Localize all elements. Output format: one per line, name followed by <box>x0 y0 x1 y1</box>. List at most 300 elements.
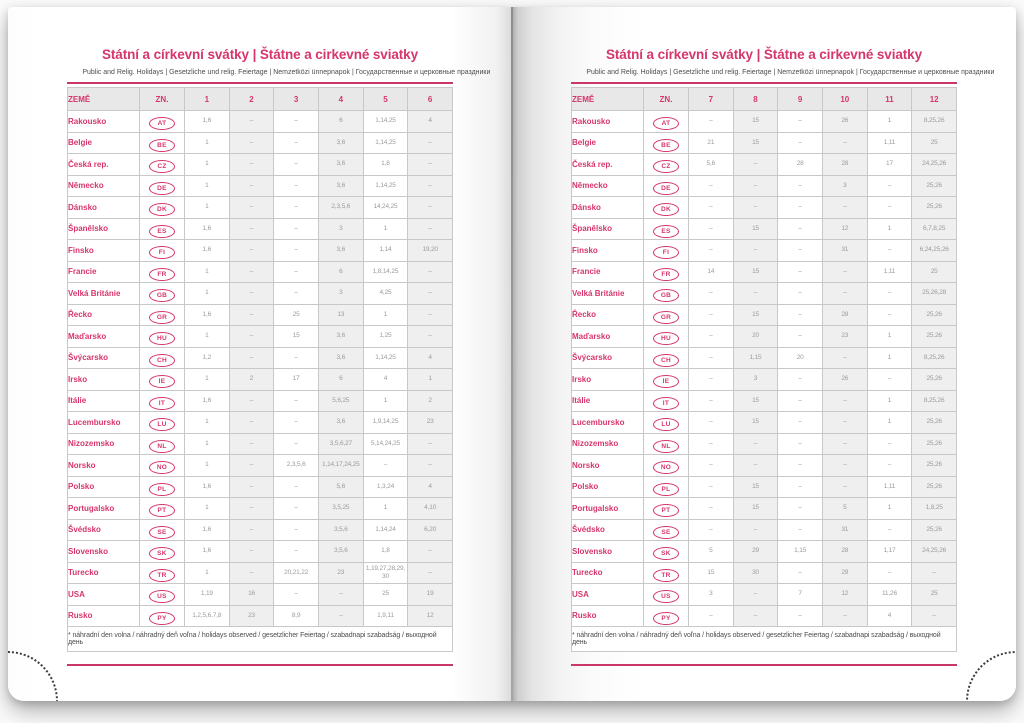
holiday-cell: 3, 6 <box>318 326 363 348</box>
holiday-cell: – <box>274 347 319 369</box>
holiday-cell: 14 <box>689 261 734 283</box>
table-row <box>68 175 453 197</box>
holiday-cell: – <box>778 111 823 133</box>
table-row <box>572 197 957 219</box>
holiday-cell: – <box>689 605 734 627</box>
country-code-badge: GB <box>149 289 175 302</box>
holiday-cell: 11, 26 <box>867 584 912 606</box>
holiday-cell: – <box>733 283 778 305</box>
holiday-cell: – <box>778 218 823 240</box>
table-row <box>572 154 957 176</box>
holiday-cell: 30 <box>733 562 778 584</box>
holiday-cell: 6 <box>318 369 363 391</box>
holiday-cell: 1, 19 <box>185 584 230 606</box>
country-code-badge: NL <box>149 440 175 453</box>
holiday-cell: 5, 14, 24, 25 <box>363 433 408 455</box>
holidays-table-months-7-12 <box>571 87 957 652</box>
header-code: ZN. <box>140 88 185 111</box>
country-code-badge: FI <box>653 246 679 259</box>
holiday-cell: 1 <box>867 498 912 520</box>
country-code-badge: LU <box>149 418 175 431</box>
holiday-cell: 8, 25, 26 <box>912 347 957 369</box>
holiday-cell: – <box>408 562 453 584</box>
holiday-cell: – <box>778 369 823 391</box>
country-code-cell <box>140 562 185 584</box>
holiday-cell: 3, 5, 6 <box>318 519 363 541</box>
country-name: Norsko <box>68 455 140 477</box>
table-row <box>68 132 453 154</box>
country-code-badge: BE <box>653 139 679 152</box>
country-code-cell <box>140 605 185 627</box>
holiday-cell: – <box>229 498 274 520</box>
holiday-cell: 4 <box>408 111 453 133</box>
holiday-cell: – <box>229 433 274 455</box>
table-row <box>68 218 453 240</box>
holiday-cell: 6, 24, 25, 26 <box>912 240 957 262</box>
book-spine <box>511 7 513 701</box>
table-row <box>572 175 957 197</box>
holiday-cell: 15 <box>733 304 778 326</box>
country-name: Rusko <box>68 605 140 627</box>
page-title: Státní a církevní svátky | Štátne a cirkevné sviatky <box>605 47 922 62</box>
holiday-cell: – <box>867 455 912 477</box>
holiday-cell: 1 <box>185 132 230 154</box>
holiday-cell: 25, 26 <box>912 476 957 498</box>
holiday-cell: 20 <box>733 326 778 348</box>
country-code-badge: GR <box>653 311 679 324</box>
holiday-cell: 23 <box>318 562 363 584</box>
country-code-cell <box>644 261 689 283</box>
country-code-badge: FR <box>653 268 679 281</box>
table-row <box>68 197 453 219</box>
corner-perforation-right <box>966 651 1016 701</box>
holiday-cell: – <box>778 132 823 154</box>
footnote-row <box>68 627 453 652</box>
holiday-cell: 25, 26 <box>912 412 957 434</box>
country-code-cell <box>140 412 185 434</box>
holiday-cell: 2, 3, 5, 6 <box>274 455 319 477</box>
holiday-cell: – <box>408 541 453 563</box>
holiday-cell: – <box>408 433 453 455</box>
holiday-cell: – <box>363 455 408 477</box>
country-code-badge: IT <box>653 397 679 410</box>
country-name: Švédsko <box>572 519 644 541</box>
table-row <box>68 412 453 434</box>
country-name: Belgie <box>572 132 644 154</box>
table-row <box>68 541 453 563</box>
holiday-cell: 25, 26 <box>912 455 957 477</box>
holiday-cell: 1, 6 <box>185 390 230 412</box>
holiday-cell: 25, 26 <box>912 175 957 197</box>
country-name: Francie <box>68 261 140 283</box>
holiday-cell: – <box>408 283 453 305</box>
holiday-cell: 3 <box>318 218 363 240</box>
holiday-cell: 5 <box>822 498 867 520</box>
table-row <box>68 369 453 391</box>
country-code-badge: US <box>149 590 175 603</box>
holiday-cell: 1, 25 <box>363 326 408 348</box>
holiday-cell: – <box>274 218 319 240</box>
holiday-cell: – <box>912 562 957 584</box>
holiday-cell: 16 <box>229 584 274 606</box>
holiday-cell: – <box>229 390 274 412</box>
holiday-cell: – <box>229 541 274 563</box>
holiday-cell: – <box>867 433 912 455</box>
country-name: Turecko <box>572 562 644 584</box>
holiday-cell: 1, 14, 24 <box>363 519 408 541</box>
country-name: Nizozemsko <box>572 433 644 455</box>
holiday-cell: – <box>867 283 912 305</box>
holiday-cell: – <box>867 519 912 541</box>
holiday-cell: 5, 6, 25 <box>318 390 363 412</box>
holiday-cell: – <box>274 132 319 154</box>
holiday-cell: – <box>778 412 823 434</box>
country-code-cell <box>140 261 185 283</box>
country-name: Rusko <box>572 605 644 627</box>
holiday-cell: 1, 6 <box>185 218 230 240</box>
holiday-cell: 1 <box>363 390 408 412</box>
holiday-cell: – <box>822 476 867 498</box>
holiday-cell: – <box>778 261 823 283</box>
holiday-cell: – <box>274 412 319 434</box>
table-row <box>572 562 957 584</box>
holiday-cell: 8, 25, 26 <box>912 111 957 133</box>
country-code-badge: DE <box>149 182 175 195</box>
holiday-cell: – <box>229 326 274 348</box>
country-code-cell <box>140 175 185 197</box>
holiday-cell: 25 <box>912 132 957 154</box>
holiday-cell: 1 <box>185 261 230 283</box>
holiday-cell: 4 <box>363 369 408 391</box>
country-code-badge: IE <box>149 375 175 388</box>
country-code-badge: SK <box>653 547 679 560</box>
holiday-cell: – <box>408 132 453 154</box>
country-code-badge: TR <box>149 569 175 582</box>
table-row <box>572 132 957 154</box>
holiday-cell: 25 <box>363 584 408 606</box>
holiday-cell: 1, 8 <box>363 541 408 563</box>
holiday-cell: – <box>822 390 867 412</box>
holiday-cell: 3, 5, 6, 27 <box>318 433 363 455</box>
holiday-cell: 3, 5, 6 <box>318 541 363 563</box>
left-page <box>8 7 512 701</box>
country-name: USA <box>572 584 644 606</box>
table-row <box>572 261 957 283</box>
holiday-cell: 1, 3, 24 <box>363 476 408 498</box>
holiday-cell: 15 <box>733 390 778 412</box>
holiday-cell: – <box>274 240 319 262</box>
table-row <box>572 605 957 627</box>
holiday-cell: 24, 25, 26 <box>912 154 957 176</box>
holiday-cell: – <box>778 562 823 584</box>
holiday-cell: 2 <box>408 390 453 412</box>
country-name: Turecko <box>68 562 140 584</box>
country-code-cell <box>644 541 689 563</box>
table-row <box>572 218 957 240</box>
footnote-text: * náhradní den volna / náhradný deň voľna / holidays observed / gesetzlicher Feiertag / szabadnapi szabadság / выходной день <box>68 627 453 652</box>
holiday-cell: – <box>778 326 823 348</box>
table-row <box>68 584 453 606</box>
country-name: Dánsko <box>572 197 644 219</box>
country-code-badge: IT <box>149 397 175 410</box>
country-name: Finsko <box>68 240 140 262</box>
holiday-cell: – <box>822 347 867 369</box>
holiday-cell: – <box>689 519 734 541</box>
country-name: Švýcarsko <box>68 347 140 369</box>
holiday-cell: 28 <box>822 541 867 563</box>
holiday-cell: – <box>733 584 778 606</box>
holiday-cell: – <box>778 283 823 305</box>
holiday-cell: – <box>229 197 274 219</box>
holiday-cell: 1 <box>185 455 230 477</box>
holiday-cell: 6, 20 <box>408 519 453 541</box>
country-code-cell <box>140 218 185 240</box>
country-code-badge: CZ <box>149 160 175 173</box>
holiday-cell: – <box>274 476 319 498</box>
holiday-cell: 1, 11 <box>867 261 912 283</box>
country-code-cell <box>644 369 689 391</box>
table-row <box>572 390 957 412</box>
holiday-cell: – <box>822 132 867 154</box>
country-code-badge: NO <box>149 461 175 474</box>
holiday-cell: – <box>689 476 734 498</box>
holiday-cell: 1 <box>363 304 408 326</box>
holiday-cell: 28 <box>778 154 823 176</box>
holiday-cell: 6, 7, 8, 25 <box>912 218 957 240</box>
holiday-cell: 1 <box>185 433 230 455</box>
holiday-cell: 1 <box>867 111 912 133</box>
table-row <box>572 369 957 391</box>
holiday-cell: – <box>867 562 912 584</box>
page-subtitle: Public and Relig. Holidays | Gesetzliche und relig. Feiertage | Nemzetközi ünnepnapok | Государственные и церковные праздники <box>586 67 995 76</box>
holiday-cell: 1, 17 <box>867 541 912 563</box>
holiday-cell: – <box>229 240 274 262</box>
header-code: ZN. <box>644 88 689 111</box>
table-row <box>68 498 453 520</box>
holiday-cell: 15 <box>733 412 778 434</box>
table-row <box>68 154 453 176</box>
holiday-cell: – <box>229 154 274 176</box>
country-code-badge: GR <box>149 311 175 324</box>
country-code-cell <box>644 433 689 455</box>
holiday-cell: 4 <box>408 476 453 498</box>
country-code-badge: PY <box>653 612 679 625</box>
holiday-cell: 20, 21, 22 <box>274 562 319 584</box>
country-code-cell <box>140 433 185 455</box>
country-code-cell <box>644 132 689 154</box>
holiday-cell: 1 <box>185 369 230 391</box>
country-name: Řecko <box>68 304 140 326</box>
header-row <box>572 88 957 111</box>
holiday-cell: – <box>689 283 734 305</box>
holiday-cell: 3 <box>822 175 867 197</box>
holiday-cell: – <box>867 369 912 391</box>
country-name: Velká Británie <box>68 283 140 305</box>
holiday-cell: – <box>229 132 274 154</box>
country-name: Polsko <box>572 476 644 498</box>
header-country: ZEMĚ <box>68 88 140 111</box>
holiday-cell: 1 <box>363 218 408 240</box>
holiday-cell: – <box>822 433 867 455</box>
holiday-cell: – <box>274 283 319 305</box>
country-code-cell <box>140 369 185 391</box>
header-month: 7 <box>689 88 734 111</box>
country-code-cell <box>644 498 689 520</box>
table-row <box>572 412 957 434</box>
holiday-cell: – <box>229 562 274 584</box>
country-code-badge: DE <box>653 182 679 195</box>
holiday-cell: – <box>318 584 363 606</box>
country-name: Slovensko <box>572 541 644 563</box>
holiday-cell: 1 <box>867 326 912 348</box>
holiday-cell: 1 <box>185 498 230 520</box>
holiday-cell: 8, 9 <box>274 605 319 627</box>
holiday-cell: 4 <box>867 605 912 627</box>
header-month: 2 <box>229 88 274 111</box>
country-code-cell <box>140 476 185 498</box>
holiday-cell: 3, 6 <box>318 154 363 176</box>
holiday-cell: 17 <box>274 369 319 391</box>
country-code-badge: ES <box>653 225 679 238</box>
country-code-badge: ES <box>149 225 175 238</box>
footnote-text: * náhradní den volna / náhradný deň voľna / holidays observed / gesetzlicher Feiertag / szabadnapi szabadság / выходной день <box>572 627 957 652</box>
holiday-cell: 26 <box>822 369 867 391</box>
holiday-cell: 1 <box>867 218 912 240</box>
country-code-badge: LU <box>653 418 679 431</box>
holiday-cell: 3, 6 <box>318 412 363 434</box>
table-row <box>68 283 453 305</box>
header-month: 11 <box>867 88 912 111</box>
country-code-badge: AT <box>149 117 175 130</box>
country-code-badge: US <box>653 590 679 603</box>
holiday-cell: – <box>274 197 319 219</box>
holiday-cell: – <box>229 218 274 240</box>
holiday-cell: – <box>408 218 453 240</box>
country-name: Rakousko <box>572 111 644 133</box>
holiday-cell: – <box>867 175 912 197</box>
holiday-cell: 8, 25, 26 <box>912 390 957 412</box>
book-spread <box>8 7 1016 701</box>
country-code-badge: PY <box>149 612 175 625</box>
table-row <box>572 519 957 541</box>
table-row <box>68 261 453 283</box>
holiday-cell: – <box>408 197 453 219</box>
holiday-cell: – <box>822 197 867 219</box>
country-name: Itálie <box>68 390 140 412</box>
holiday-cell: – <box>274 261 319 283</box>
country-name: USA <box>68 584 140 606</box>
holiday-cell: – <box>689 111 734 133</box>
holiday-cell: 12 <box>408 605 453 627</box>
holiday-cell: 12 <box>822 584 867 606</box>
holiday-cell: 17 <box>867 154 912 176</box>
holiday-cell: 28 <box>822 304 867 326</box>
holiday-cell: – <box>689 240 734 262</box>
holiday-cell: – <box>689 347 734 369</box>
country-name: Česká rep. <box>68 154 140 176</box>
holiday-cell: – <box>229 412 274 434</box>
country-name: Portugalsko <box>572 498 644 520</box>
table-row <box>68 390 453 412</box>
holiday-cell: 1, 9, 14, 25 <box>363 412 408 434</box>
holiday-cell: 4 <box>408 347 453 369</box>
holiday-cell: – <box>822 455 867 477</box>
country-code-cell <box>644 412 689 434</box>
header-country: ZEMĚ <box>572 88 644 111</box>
table-row <box>572 326 957 348</box>
table-row <box>572 111 957 133</box>
table-row <box>68 304 453 326</box>
holiday-cell: 23 <box>229 605 274 627</box>
holiday-cell: 15 <box>689 562 734 584</box>
country-code-cell <box>140 283 185 305</box>
holiday-cell: – <box>867 240 912 262</box>
holiday-cell: 6 <box>318 261 363 283</box>
holiday-cell: – <box>274 433 319 455</box>
holiday-cell: 1 <box>185 175 230 197</box>
holiday-cell: 15 <box>733 218 778 240</box>
country-code-badge: PT <box>653 504 679 517</box>
holiday-cell: 1, 6 <box>185 240 230 262</box>
holiday-cell: 3, 6 <box>318 132 363 154</box>
country-name: Francie <box>572 261 644 283</box>
country-code-cell <box>140 541 185 563</box>
table-row <box>68 476 453 498</box>
holiday-cell: 25 <box>912 261 957 283</box>
table-row <box>68 519 453 541</box>
holiday-cell: 1, 15 <box>778 541 823 563</box>
holiday-cell: – <box>733 433 778 455</box>
country-name: Česká rep. <box>572 154 644 176</box>
top-rule <box>571 82 957 84</box>
holiday-cell: 28 <box>822 154 867 176</box>
holiday-cell: – <box>822 283 867 305</box>
holiday-cell: – <box>733 519 778 541</box>
holiday-cell: 1, 8, 14, 25 <box>363 261 408 283</box>
country-code-cell <box>140 197 185 219</box>
country-name: Maďarsko <box>572 326 644 348</box>
country-code-cell <box>140 390 185 412</box>
bottom-rule <box>67 664 453 666</box>
country-code-cell <box>644 562 689 584</box>
country-code-cell <box>140 304 185 326</box>
holiday-cell: – <box>822 605 867 627</box>
holiday-cell: – <box>274 519 319 541</box>
country-code-cell <box>644 240 689 262</box>
holiday-cell: 25, 26 <box>912 433 957 455</box>
holiday-cell: – <box>274 541 319 563</box>
country-code-cell <box>644 197 689 219</box>
country-name: Finsko <box>572 240 644 262</box>
holiday-cell: 19 <box>408 584 453 606</box>
holiday-cell: 14, 24, 25 <box>363 197 408 219</box>
country-code-cell <box>644 476 689 498</box>
country-code-cell <box>644 390 689 412</box>
holiday-cell: 25, 26 <box>912 197 957 219</box>
holiday-cell: – <box>689 412 734 434</box>
header-month: 4 <box>318 88 363 111</box>
country-code-cell <box>644 347 689 369</box>
holiday-cell: – <box>778 433 823 455</box>
holiday-cell: 1 <box>185 283 230 305</box>
holiday-cell: 1, 6 <box>185 476 230 498</box>
holiday-cell: 1 <box>185 197 230 219</box>
holiday-cell: – <box>229 261 274 283</box>
holiday-cell: 25, 26 <box>912 369 957 391</box>
holiday-cell: 1, 14, 25 <box>363 111 408 133</box>
country-code-cell <box>140 154 185 176</box>
country-code-badge: IE <box>653 375 679 388</box>
